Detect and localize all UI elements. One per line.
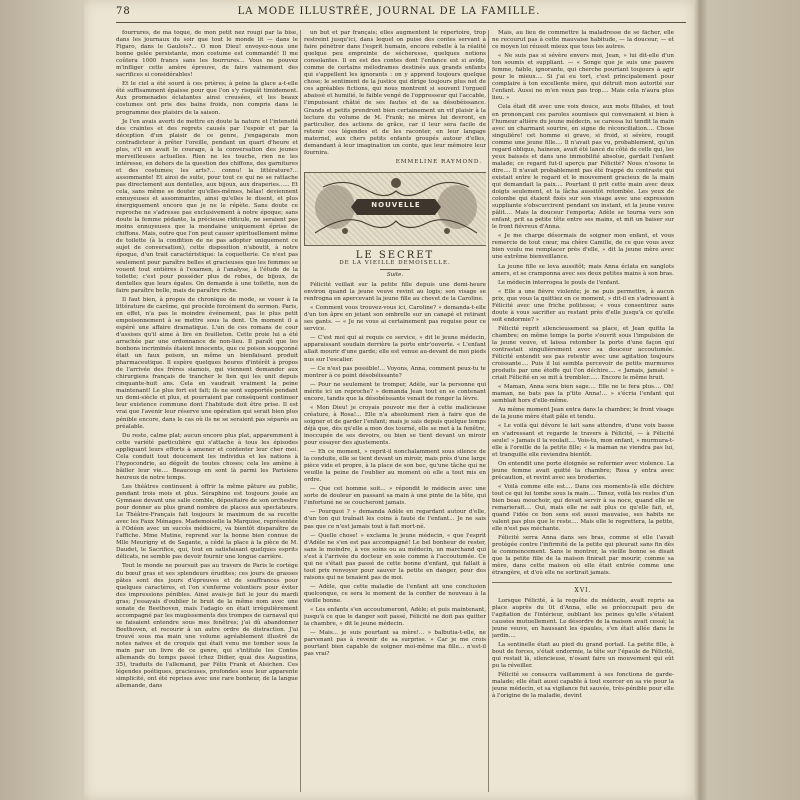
- paragraph: Lorsque Félicité, à la requête du médecin, avait repris sa place auprès du lit d'Anna, elle se préoccupait peu de l'agitation de l'intérieur, oubliant les peines qu'elle s'étaient causées mutuellement. Le désordre de la maison avait cessé; la jeune veuve, en haussant les épaules, s'en était allée dans le jardin....: [492, 597, 674, 639]
- paragraph: — Pour ne seulement te tromper, Adèle, sur la personne qui mérite ici un reproche? » demanda Jean tout en se contenant encore, tandis que la désobéissante venait de ronger la lèvre.: [304, 381, 486, 402]
- column-2: [304, 30, 486, 795]
- paragraph: un but et par français; elles augmentent le répertoire, trop restreint jusqu'ici, dans lequel on puise des contes servant à faire pénétrer dans l'esprit humain, encore rebelle à la réalité quelque peu empreinte de sécheresse, quelques notions consolantes. Il en est des contes dont l'enfance est si avide, comme de certains mélodrames destinés aux grands enfants qui s'appellent les ignorants : on y apprend toujours quelque chose; le sentiment de la justice qui dirige toujours plus net de ces agréables fictions, qui nous montrent si souvent l'orgueil abaissé et humilié, le faible vengé de l'oppresseur qui l'accable, l'impuissant châtié de ses fautes et de sa désobéissance. Grands et petits prendront bien certainement un vif plaisir à la lecture du volume de M. Frank; ne mères lui devront, en particulier, des actions de grâce, car il leur sera facile de retenir ces légendes et de les raconter, en leur langage maternel, aux chers petits enfants groupés autour d'elles, demandant à leur imagination un conte, que leur mémoire leur fournira.: [304, 30, 486, 156]
- header-rule: [116, 22, 686, 23]
- page-header: [84, 0, 694, 26]
- chapter-rule: [492, 582, 672, 583]
- paragraph: Félicité reprit silencieusement sa place, et Jean quitta la chambre; on même temps la porte s'ouvrit sous l'impulsion de la jeune veuve, et laissa retomber la porte d'une façon qui contrastait singulièrement avec sa douceur accoutumée. Félicité entendit ses pas retentir avec une agitation toujours croissante.... Puis il lui sembla percevoir de petits murmures produits par une étoffe qui l'on déchire.... « Jamais, jamais! » criait Félicité en se mit à trembler...... Encore le même bruit.: [492, 325, 674, 382]
- paragraph: « Les enfants s'en accoutumeront, Adèle; et puis maintenant, jusqu'à ce que le danger soit passé, Félicité ne doit pas quitter la chambre, » dit le jeune médecin.: [304, 607, 486, 628]
- paragraph: Je l'en avais averti de mettre en doute la nature et l'intensité des craintes et des regrets causés par l'espoir et par la déception d'un plaisir de ce genre, j'engagerais mon contradicteur à prêter l'oreille, pendant un quart d'heure et plus, s'il en avait le courage, à la conversation des jeunes merveilleuses actuelles. Rien ne les touche, rien ne les intéresse, en dehors de la question des chiffons, des garnitures et des costumes; les arts?... connu! la littérature?... assommante! Et ainsi de suite, pour tout ce qui ne se rattache pas directement aux dentelles, aux bijoux, aux draperies...... Et cela, sans même se douter qu'elles-mêmes, hélas! deviennent ennuyeuses et assommantes, ainsi qu'elles le disent, et plus énergiquement encore que je ne le répète. Sans doute ce reproche ne s'adresse pas exclusivement à notre époque; sans doute la femme pédante, la précieuse ridicule, ne seraient pas moins ennuyeuses que la mondaine uniquement éprise de chiffons. Mais, outre que l'on peut causer spirituellement même de toilette (à la condition de ne pas adopter uniquement ce sujet de conversation), cette disposition n'aboutit, à notre époque, d'un trait caractéristique: la coquetterie. Ce n'est pas seulement pour paraître belles et gracieuses que les femmes se vouent tout entières à l'examen, à l'analyse, à l'étude de la toilette; c'est pour posséder plus de robes, de bijoux, de dentelles que leurs égales. On demande à une toilette, non de faire paraître belle, mais de paraître riche.: [116, 118, 298, 294]
- story-subtitle: DE LA VIEILLE DEMOISELLE.: [339, 259, 451, 266]
- paragraph: — Que cet homme soit... » répondit le médecin avec une sorte de douleur en passant sa main à une pinte de la tête, qui l'infortuné ne se coucheront jamais.: [304, 486, 486, 507]
- paragraph: — Quelle chose! » exclama le jeune médecin, « que l'esprit d'Adèle ne s'en est pas accompagné! Le bel bonheur de rester, sans le moindre, à vos soins ou au médecin, un marchand qui s'est à l'arrivée du docteur en soie comme à l'accoutumée. Ce qui ne s'était pas passé de cette bonne d'enfant, qui fallait à tout prix renvoyer pour sauver la petite en danger, pour des raisons qui ne tenaient pas de moi.: [304, 532, 486, 581]
- paragraph: « Mon Dieu! je croyais pouvoir me fier à cette malicieuse créature, à Rosa!... Elle n'a absolument rien à faire que de soigner et de garder l'enfant; mais je sais depuis quelque temps déjà que, dès qu'elle a mon dos tourné, elle se met à la fenêtre, inoccupée de ses devoirs, ou bien se tient devant un miroir pour essayer des ajustements.: [304, 404, 486, 447]
- paragraph: — Mais... je suis pourtant sa mère!... » balbutia-t-elle, ne parvenant pas à revenir de sa surprise. » Car je me crois pourtant bien capable de soigner moi-même ma fille... n'est-il pas vrai?: [304, 630, 486, 658]
- paragraph: Les théâtres continuent à offrir la même pâture au public, pendant trois mois et plus. Séraphine est toujours jouée au Gymnase devant une salle comble, dépositaire de son orchestre pour donner au plus grand nombre de places aux spectateurs. Le Théâtre-Français fait toujours le maximum de sa recette avec les Faux Ménages. Mademoiselle la Marquise, représentée à l'Odéon avec un succès médiocre, va bientôt disparaître de l'affiche. Mme Mutine, reprend sur la bonne bien connue de Mlle Meurigny et de Sagante, a cédé la place à la pièce de M. Daudet, le Sacrifice, qui, tout en satisfaisant quelques esprits délicats, ne semble pas devoir fournir une longue carrière.: [116, 483, 298, 561]
- paragraph: Au même moment Jean entra dans la chambre; le front visage de la jeune mère était pâle et tendu.: [492, 407, 674, 421]
- paragraph: Du reste, calme plat; aucun encore plus plat, apparemment à cette variété particulière qui s'attache à tous les épisodes appliquant leurs efforts à amener et contenter leur cher moi. Cela conduit tout doucement les individus et les nations à l'hypocondrie, au dégoût de toutes choses; cela les amène à bâiller leur vie.... Beaucoup en sont là parmi les Parisiens heureux de notre temps.: [116, 432, 298, 481]
- paragraph: — Adèle, que cette maladie de l'enfant ait une conclusion quelconque, ce sera le moment de la confier de nouveau à la vieille bonne.: [304, 583, 486, 604]
- paragraph: « Elle a une fièvre violente; je ne puis permettre, à aucun prix, que vous la quittiez en ce moment, » dit-il en s'adressant à Félicité avec une friche politesse; « vous consentirez sans doute à vous sacrifier au restant près d'elle jusqu'à ce qu'elle soit endormie? »: [492, 288, 674, 323]
- paragraph: Cela était dit avec une voix douce, aux mots filiales, et tout en prononçant ces paroles soumises qui convenaient si bien à l'humeur altière du jeune médecin, se caressa lui tendit la main avec un charmant sourire, en signe de réconciliation.... Chose singulière! cet homme si grave, si froid, si sévère, rougit comme une jeune fille.... Il n'avait pas vu, probablement, qu'un regard oblique, haineux, avait été lancé du côté de celle qui, les yeux baissés et dans une immobilité absolue, gardait l'enfant malade; ce regard fut-il aperçu par Félicité? Nous n'osons le dire.... Il n'avait probablement pas été frappé du contraste qui existait entre le regard et le mouvement gracieux de la main qui demandait la paix.... Pourtant il prit cette main avec deux doigts seulement, et la lâcha aussitôt retombée. Les yeux de colombe qui étaient fixés sur son visage avec une expression suppliante s'obscurcirent pendant un instant, et la jeune veuve pâlit.... Mais la douceur l'emporta; Adèle se tourna vers son enfant, prit sa petite tête entre ses mains, et mit un baiser sur le front fiévreux d'Anna.: [492, 104, 674, 231]
- paragraph: — Eh ce moment, » reprit-il nonchalamment sous silence de la conduite, elle se tient devant un miroir, mais près d'une large pièce vide et propre, à la place de son bec, qu'une tâche qui ne veuille la peine de l'oublier au moment où elle a tout mis en ordre.: [304, 449, 486, 484]
- ribbon-label: NOUVELLE: [371, 200, 421, 209]
- paragraph: « Voilà comme elle est.... Dans ces moments-là elle déchire tout ce qui lui tombe sous la main.... Tenez, voilà les restes d'un bien beau mouchoir, qui devait servir à sa noce, quand elle se remarierait.... Oui, mais elle ne sait plus ce qu'elle fait, et, quand l'idée ce bon sens est aussi mauvaise, ses habits ne valent pas plus que le reste.... Mais elle le regrettera, la petite, elle n'est pas méchante.: [492, 483, 674, 533]
- page-gutter-left: [0, 0, 84, 800]
- paragraph: — C'est moi qui ai requis ce service, » dit le jeune médecin, apparaissant soudain derrière la porte entr'ouverte. « L'enfant allait mourir d'une garde; elle est venue au-devant de moi pieds nus sur l'escalier.: [304, 335, 486, 363]
- paragraph: « Je me charge désormais de soigner mon enfant, et vous remercie de tout cœur, ma chère Camille, de ce que vous avez bien voulu me remplacer près d'elle, » dit la jeune mère avec une extrême bienveillance.: [492, 233, 674, 261]
- column-divider: [300, 30, 301, 792]
- page-edge-right: [694, 0, 800, 800]
- paragraph: Félicité serra Anna dans ses bras, comme si elle l'avait protégée contre l'infirmité de la petite qui pleurait sans fin dès le commencement. Sans le montrer, la vieille bonne se disait que la petite fille de la maison finirait par mourir, comme sa mère, dans cette maison où elle était entrée comme une étrangère, et d'où elle ne sortirait jamais.: [492, 535, 674, 577]
- column-3: [492, 30, 674, 795]
- paragraph: Félicité se consacra vaillamment à ses fonctions de garde-malade; elle était aussi capable à tout exercer en sa vie pour la jeune médecin, et sa vigilance fut sauvée, très-pénible pour elle à l'origine de la maladie, devint: [492, 671, 674, 700]
- paragraph: Félicité veillait sur la petite fille depuis une demi-heure environ quand la jeune veuve revint au logis; son visage se renfrogna en apercevant la jeune fille au chevet de la Caroline.: [304, 282, 486, 303]
- story-title: LE SECRET: [355, 249, 435, 261]
- column-1: [116, 30, 298, 795]
- paragraph: La jeune fille se leva aussitôt; mais Anna éclata en sanglots amers, et se cramponna avec ses deux petites mains à son bras.: [492, 263, 674, 277]
- paragraph: Il faut bien, à propos de chronique de mode, se vouer à la littérature de carême, qui procède forcément du sermon. Paris, en effet, n'a pas le moindre événement, pas le plus petit empoisonnement à se mettre sous la dent. Un moment il a espéré une affaire dramatique. L'un de ces romans de cour d'assises qu'il aime à lire en feuilleton. Cette proie lui a été arrachée par une ordonnance de non-lieu. Il paraît que les bonbons incriminés étaient innocents, que ce poison soupçonné était un faux poison, un même un bienfaisant produit pharmaceutique. Il espère quelques heures d'intérêt à propos de l'arrivée des frères siamois, qui viennent demander aux chirurgiens français de trancher le lien qui les unit depuis cinquante-huit ans. Cela en vaudrait vraiment la peine maintenant! Le plus fort est fait; ils ne sont supportés pendant un demi-siècle et plus, et pourraient par conséquent continuer leur existence commune dont l'habitude doit être prise. Il est vrai que l'avenir leur réserve une opération qui serait bien plus pénible encore, dans le cas où ils ne se seraient pas séparés au préalable.: [116, 296, 298, 430]
- paragraph: La sentinelle était au pied du grand portail. La petite fille, à bout de forces, s'était endormie, la tête sur l'épaule de Félicité, qui restait là, silencieuse, n'osant faire un mouvement qui eût pu la réveiller.: [492, 641, 674, 669]
- paragraph: Tout le monde ne poursuit pas au travers de Paris le cortège du bœuf gras et ses splendeurs érudites; ces jours de grasses pâtes sont des jours d'épreuves et de souffrances pour quelques caractères, et l'on s'enferme volontiers pour éviter des impressions pénibles. Ainsi avais-je fait le jour du mardi gras; j'essayais d'oublier le bruit de la même nom avec une sonate de Beethoven, mais l'adagio en était irrégulièrement accompagné par les mugissements des trompes de carnaval qui se faisaient entendre sous mes fenêtres; j'ai dû abandonner Beethoven, et recourir à un autre ordre de distraction. J'ai trouvé sous ma main une volume agréablement illustré de notes naïves et de croquis qui était venu me tomber sous la main par un livre de ce genre, qui s'intitule les Contes allemands du temps passé (chez Didier, quai des Augustins, 35), traduits de l'allemand, par Félix Frank et Alsichen. Ces légendes poétiques, gracieuses, profondes sous leur apparente simplicité, ont été reprises avec une rare bonheur, de la langue allemande, dans: [116, 563, 298, 690]
- paragraph: On entendit une porte éloignée se refermer avec violence. La jeune femme avait quitté la chambre; Rosa y entra avec précaution, et revint avec ses broderies.: [492, 460, 674, 481]
- column-divider: [488, 30, 489, 792]
- nouvelle-vignette: [304, 172, 486, 246]
- paragraph: « Maman, Anna sera bien sage.... Elle ne le fera plus.... Oh! maman, ne bats pas la p'tite Anna!... » s'écria l'enfant qui semblait hors d'elle-même.: [492, 384, 674, 405]
- paragraph: Le médecin interrogea le pouls de l'enfant.: [498, 279, 621, 286]
- paragraph: « Ne suis pas si sévère envers moi, Jean, » lui dit-elle d'un ton soumis et suppliant. — « Songe que je suis une pauvre femme, faible, ignorante, qui cherche pourtant toujours à agir pour le mieux.... Si j'ai eu tort, c'est principalement pour complaire à ton excellente mère, qui détruit mon autorité sur l'enfant. Aussi ne m'en veux pas trop.... Mais cela n'aura plus lieu. »: [492, 53, 674, 102]
- paragraph: « Le voilà qui dévore le lait sans attendre, d'une voix basse en s'adressant et regarde le travers à Félicité, — à Félicité seule! » Jamais il la voulait.... Vois-tu, mon enfant, » murmura-t-elle à l'oreille de la petite fille; « la maman ne viendra pas lui, et tranquille elle reviendra bientôt.: [492, 423, 674, 458]
- paragraph: « Comment vous trouvez-vous ici, Caroline? » demanda-t-elle d'un ton âpre en jetant son ombrelle sur un canapé et retirant ses gants. — « Je ne vous ai certainement pas requise pour ce service.: [304, 305, 486, 333]
- paragraph: Mais, au lieu de commettre la maladresse de se fâcher, elle ne recourut pas à cette mauvaise habitude, — la douceur, — et ce moyen lui réussit mieux que tous les autres.: [492, 30, 674, 51]
- author-signature: EMMELINE RAYMOND.: [395, 158, 482, 165]
- paragraph: fourrures, de ma toque, de mon petit nez rougi par la bise, dans les journaux du soir que tout le monde lit — dans le Figaro, dans le Gaulois?... O mon Dieu! envoyez-nous une bonne gelée persistante, mon costume est commandé! Il me coûtera 1000 francs sans les fourrures... Vous ne pouvez m'infliger cette amère épreuve, de faire vainement des sacrifices si considérables!: [116, 30, 298, 79]
- newspaper-page: [84, 0, 694, 800]
- paragraph: Et le ciel a été sourd à ces prières; à peine la glace a-t-elle été suffisamment épaisse pour que l'on s'y risquât timidement. Aux promenades éclatantes ainsi creusées, et les beaux costumes ont pris des bains froids, non compris dans le programme des plaisirs de la saison.: [116, 81, 298, 116]
- paragraph: — Ce n'est pas possible!... Voyons, Anna, comment peux-tu te montrer à ce point désobéissante?: [304, 365, 486, 379]
- page-number: 78: [116, 6, 131, 17]
- title-rule: [380, 269, 410, 270]
- paragraph: — Pourquoi ? » demanda Adèle en regardant autour d'elle, d'un ton qui traînait les coins à faute de l'enfant... Je ne sais pas que ce n'est jamais tout à fait mort-né.: [304, 509, 486, 530]
- story-suite: Suite.: [386, 271, 404, 278]
- running-title: LA MODE ILLUSTRÉE, JOURNAL DE LA FAMILLE.: [237, 6, 541, 17]
- chapter-number: XVI.: [574, 587, 592, 595]
